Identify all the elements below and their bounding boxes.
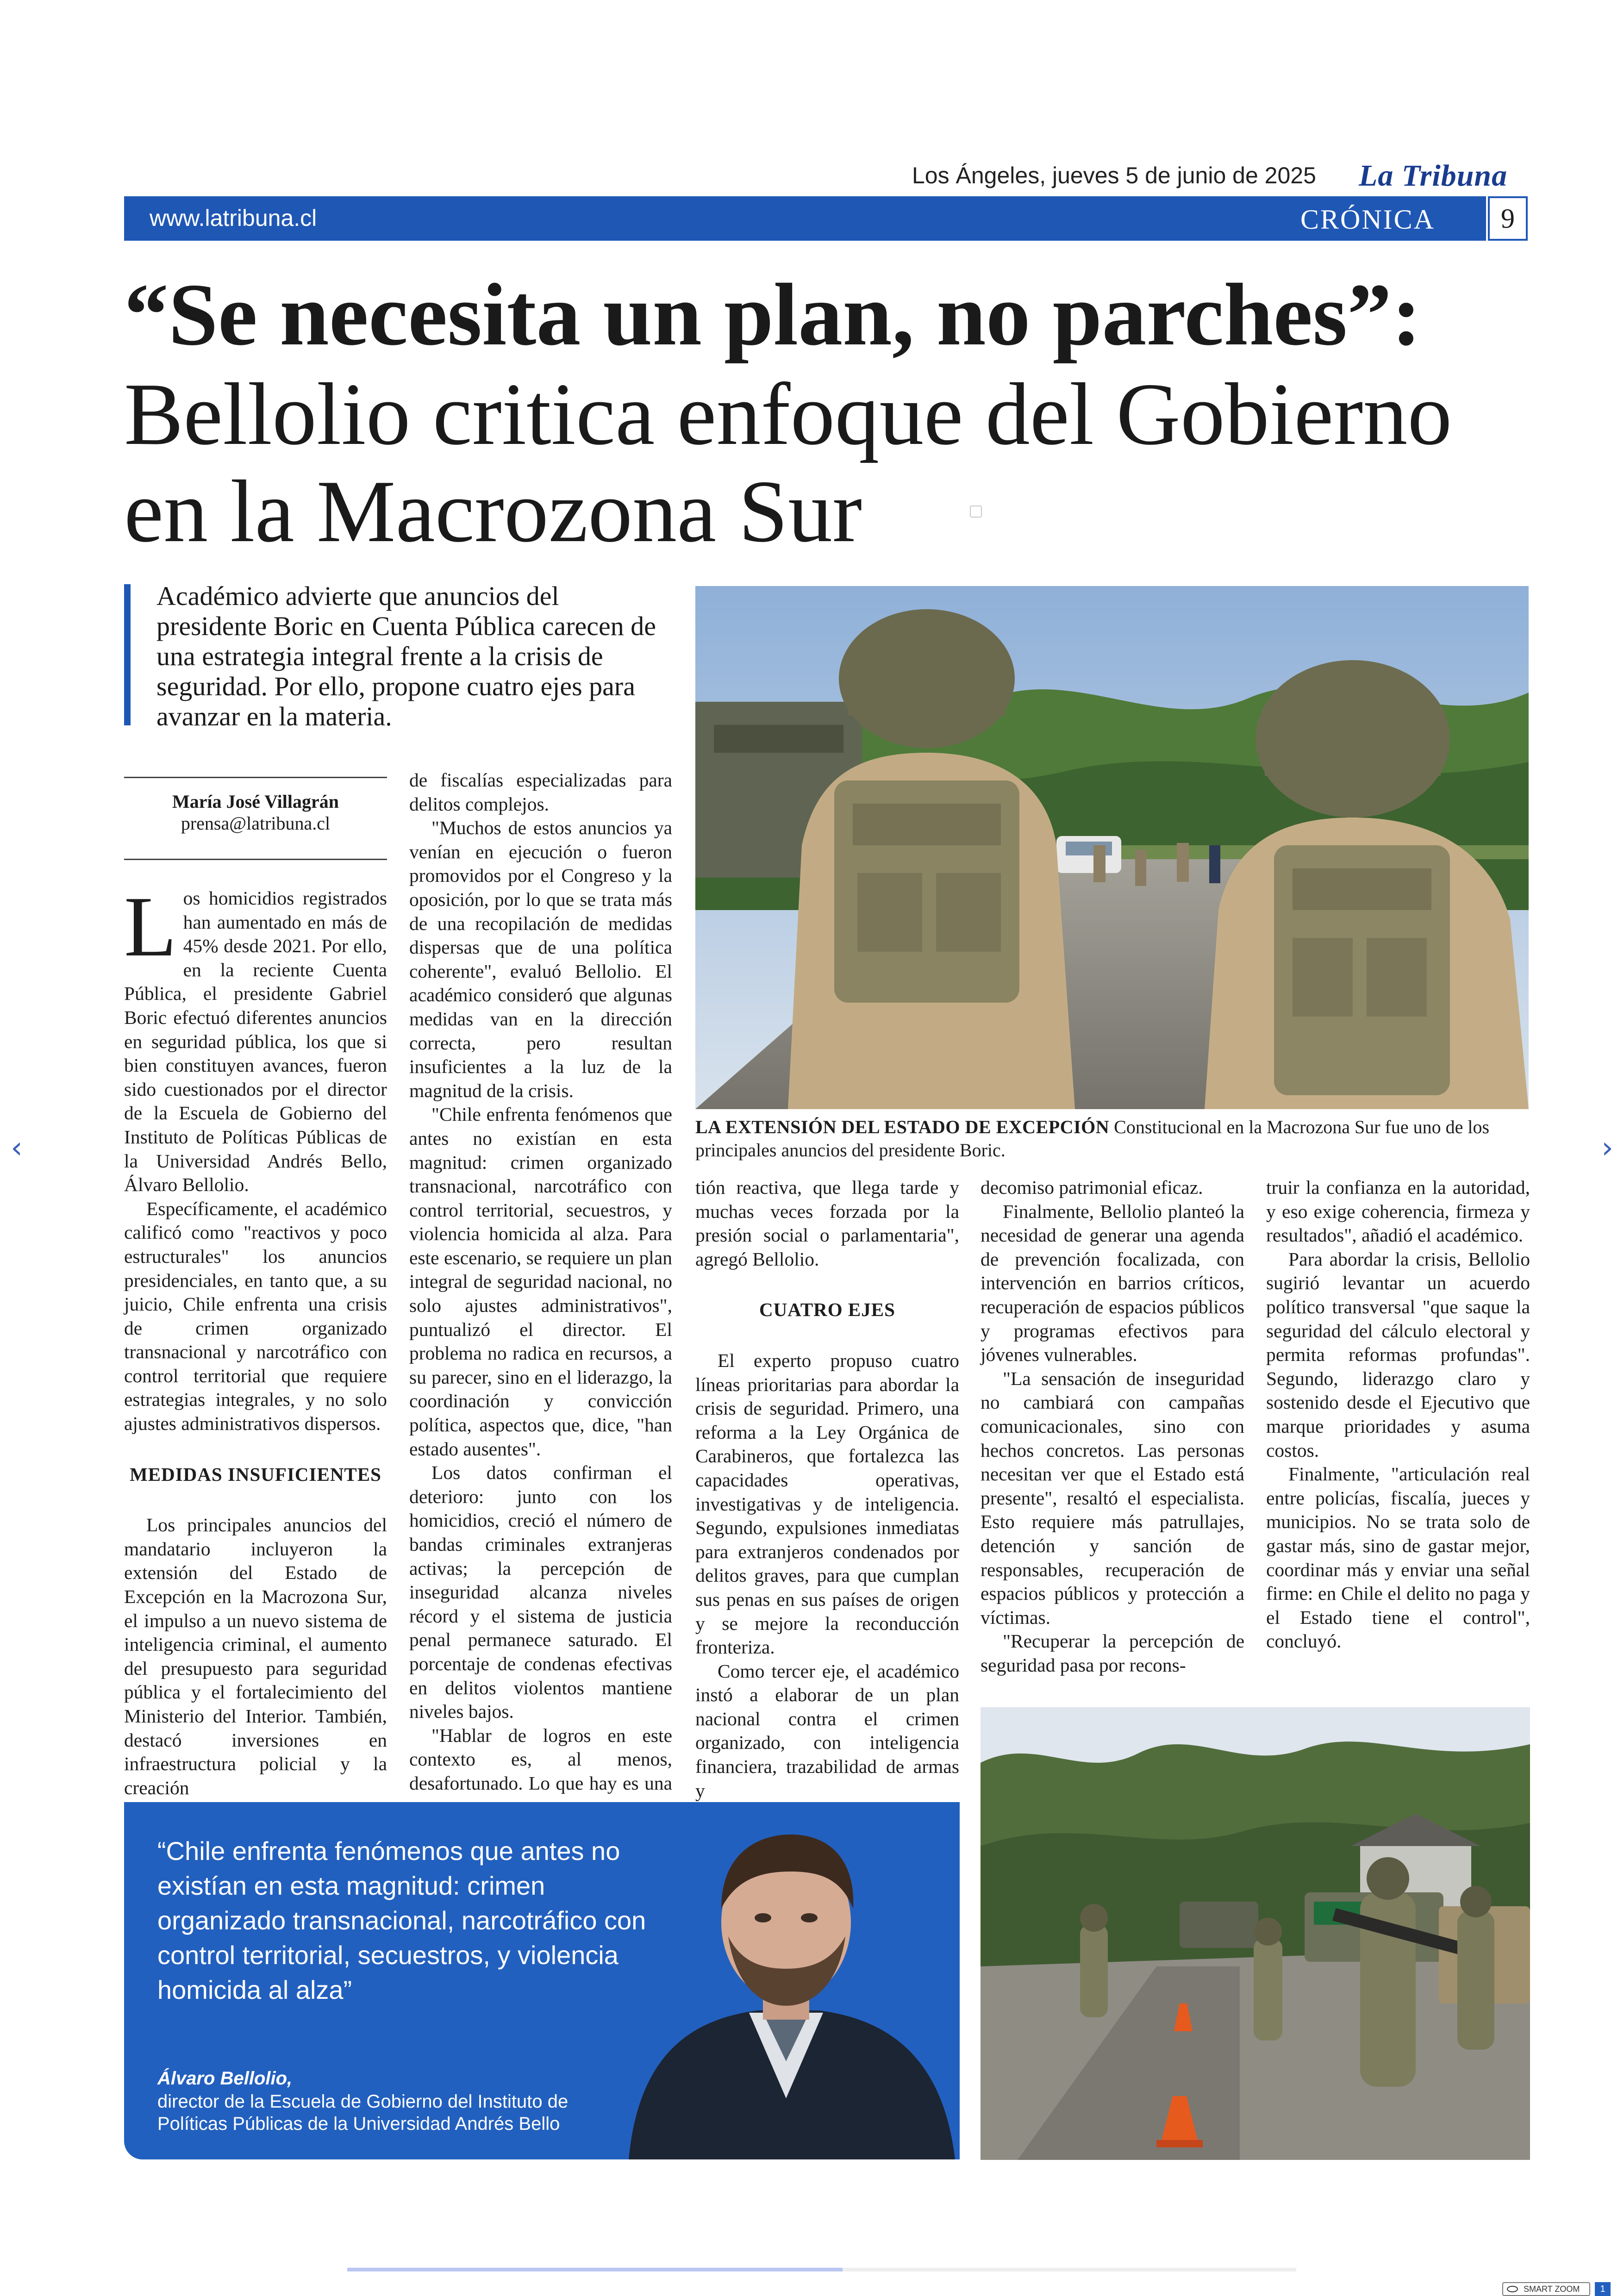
article-column-2 [409, 768, 672, 1819]
article-column-3 [695, 1176, 959, 1803]
body-paragraph: Específicamente, el académico calificó como "reactivos y poco estructurales" los anuncios presidenciales, en tanto que, a su juicio, Chile enfrenta una crisis de crimen organizado transnacional y narcotráfico con control territorial que requiere estrategias integrales, y no solo ajustes administrativos dispersos. [124, 1198, 387, 1435]
subhead-cuatro-ejes: CUATRO EJES [759, 1299, 895, 1321]
headline-quote: “Se necesita un plan, no parches”: [124, 265, 1422, 364]
photo-caption [695, 1116, 1529, 1162]
pull-quote-text: “Chile enfrenta fenómenos que antes no existían en esta magnitud: crimen organizado transnacional, narcotráfico con control territorial, secuestros, y violencia homicida al alza” [157, 1836, 646, 2004]
reading-progress-bar[interactable] [347, 2268, 843, 2271]
body-paragraph: "Chile enfrenta fenómenos que antes no existían en esta magnitud: crimen organizado transnacional, narcotráfico con control territorial, secuestros, y violencia homicida al alza. Para este escenario, se requiere un plan integral de seguridad nacional, no solo ajustes administrativos", puntualizó el director. El problema no radica en recursos, a su parecer, sino en el liderazgo, la coordinación y convicción política, aspectos que, dice, "han estado ausentes". [409, 1104, 672, 1460]
caption-lead: LA EXTENSIÓN DEL ESTADO DE EXCEPCIÓN [695, 1117, 1110, 1137]
prev-page-arrow-icon[interactable]: ‹ [11, 1131, 23, 1165]
body-paragraph: Finalmente, "articulación real entre policías, fiscalía, jueces y municipios. No se trata solo de gastar más, sino de gastar mejor, coordinar más y enviar una señal firme: en Chile el delito no paga y el Estado tiene el control", concluyó. [1266, 1463, 1530, 1652]
caption-text: Constitucional en la Macrozona Sur fue uno de los principales anuncios del presidente Boric. [695, 1117, 1490, 1160]
quote-author-name: Álvaro Bellolio, [157, 2068, 293, 2089]
pull-quote-box [124, 1802, 960, 2159]
headline-subtitle [124, 366, 1536, 560]
smart-zoom-label: SMART ZOOM [1524, 2284, 1580, 2294]
next-page-arrow-icon[interactable]: › [1601, 1131, 1613, 1165]
body-paragraph: tión reactiva, que llega tarde y muchas veces forzada por la presión social o parlamentaria", agregó Bellolio. [695, 1177, 959, 1270]
smart-zoom-button[interactable] [1502, 2282, 1590, 2296]
body-paragraph: Los principales anuncios del mandatario incluyeron la extensión del Estado de Excepción en la Macrozona Sur, el impulso a un nuevo sistema de inteligencia criminal, el aumento del presupuesto para seguridad pública y el fortalecimiento del Ministerio del Interior. También, destacó inversiones en infraestructura policial y la creación [124, 1514, 387, 1798]
body-paragraph: Finalmente, Bellolio planteó la necesidad de generar una agenda de prevención focalizada, con intervención en barrios críticos, recuperación de espacios públicos y programas efectivos para jóvenes vulnerables. [981, 1200, 1244, 1366]
body-paragraph: decomiso patrimonial eficaz. [981, 1177, 1203, 1198]
byline [124, 791, 387, 834]
headline-line-3: en la Macrozona Sur [124, 462, 862, 561]
reading-progress-track[interactable] [843, 2268, 1296, 2271]
dropcap: L [124, 879, 177, 974]
checkpoint-photo[interactable] [981, 1707, 1530, 2160]
bookmark-marker-icon[interactable] [970, 505, 982, 518]
dateline: Los Ángeles, jueves 5 de junio de 2025 [912, 162, 1316, 188]
byline-email[interactable]: prensa@latribuna.cl [181, 813, 331, 834]
body-paragraph: Como tercer eje, el académico instó a elaborar de un plan nacional contra el crimen organizado, con inteligencia financiera, trazabilidad de armas y [695, 1660, 959, 1801]
body-paragraph: truir la confianza en la autoridad, y eso exige coherencia, firmeza y resultados", añadió el académico. [1266, 1177, 1530, 1246]
zoom-level-badge[interactable]: 1 [1595, 2282, 1611, 2296]
article-column-5 [1266, 1176, 1530, 1653]
byline-author: María José Villagrán [172, 791, 339, 812]
subhead-medidas: MEDIDAS INSUFICIENTES [130, 1463, 381, 1485]
bellolio-portrait[interactable] [610, 1802, 960, 2159]
body-paragraph: de fiscalías especializadas para delitos complejos. [409, 769, 672, 815]
soldiers-photo[interactable] [695, 586, 1529, 1109]
page-number: 9 [1488, 196, 1528, 241]
body-paragraph: Para abordar la crisis, Bellolio sugirió levantar un acuerdo político transversal "que saque la seguridad del cálculo electoral y permita reformas profundas". Segundo, liderazgo claro y sostenido desde el Ejecutivo que marque prioridades y asuma costos. [1266, 1248, 1530, 1461]
headline-line-2: Bellolio critica enfoque del Gobierno [124, 365, 1452, 463]
site-url[interactable]: www.latribuna.cl [150, 205, 317, 231]
body-paragraph: "Recuperar la percepción de seguridad pasa por recons- [981, 1630, 1244, 1676]
body-paragraph: "Hablar de logros en este contexto es, al menos, desafortunado. Lo que hay es una [409, 1724, 672, 1794]
byline-rule-bottom [124, 859, 387, 860]
lead-paragraph: Académico advierte que anuncios del presidente Boric en Cuenta Pública carecen de una estrategia integral frente a la crisis de seguridad. Por ello, propone cuatro ejes para avanzar en la materia. [156, 581, 656, 731]
lead-accent-bar [124, 584, 131, 725]
body-paragraph: "La sensación de inseguridad no cambiará con campañas comunicacionales, sino con hechos concretos. Las personas necesitan ver que el Estado está presente", resaltó el especialista. Esto requiere más patrullajes, detención y sanción de responsables, recuperación de espacios públicos y protección a víctimas. [981, 1367, 1244, 1628]
eye-icon [1507, 2286, 1518, 2292]
body-paragraph: Los homicidios registrados han aumentado en más de 45% desde 2021. Por ello, en la reciente Cuenta Pública, el presidente Gabriel Boric efectuó diferentes anuncios en seguridad pública, los que si bien constituyen avances, fueron sido cuestionados por el director de la Escuela de Gobierno del Instituto de Políticas Públicas de la Universidad Andrés Bello, Álvaro Bellolio. [124, 879, 387, 1196]
body-paragraph: "Muchos de estos anuncios ya venían en ejecución o fueron promovidos por el Congreso y la oposición, por lo que se trata más de una recopilación de medidas dispersas que de una política coherente", evaluó Bellolio. El académico consideró que algunas medidas van en la dirección correcta, pero resultan insuficientes a la luz de la magnitud de la crisis. [409, 817, 672, 1101]
masthead-logo: La Tribuna [1359, 159, 1508, 193]
article-column-4 [981, 1176, 1244, 1677]
body-paragraph: Los datos confirman el deterioro: junto con los homicidios, creció el número de bandas criminales extranjeras activas; la percepción de inseguridad alcanza niveles récord y el sistema de justicia penal permanece saturado. El porcentaje de condenas efectivas en delitos violentos mantiene niveles bajos. [409, 1462, 672, 1722]
byline-rule-top [124, 777, 387, 778]
body-paragraph: El experto propuso cuatro líneas prioritarias para abordar la crisis de seguridad. Primero, una reforma a la Ley Orgánica de Carabineros, que fortalezca las capacidades operativas, investigativas y de inteligencia. Segundo, expulsiones inmediatas para extranjeros condenados por delitos graves, para que cumplan sus penas en sus países de origen y se mejore la reconducción fronteriza. [695, 1349, 959, 1658]
section-name: CRÓNICA [1300, 204, 1435, 235]
quote-author-role: director de la Escuela de Gobierno del Instituto de Políticas Públicas de la Universidad Andrés Bello [157, 2091, 568, 2134]
section-bar [124, 196, 1486, 241]
article-column-1 [124, 879, 387, 1800]
